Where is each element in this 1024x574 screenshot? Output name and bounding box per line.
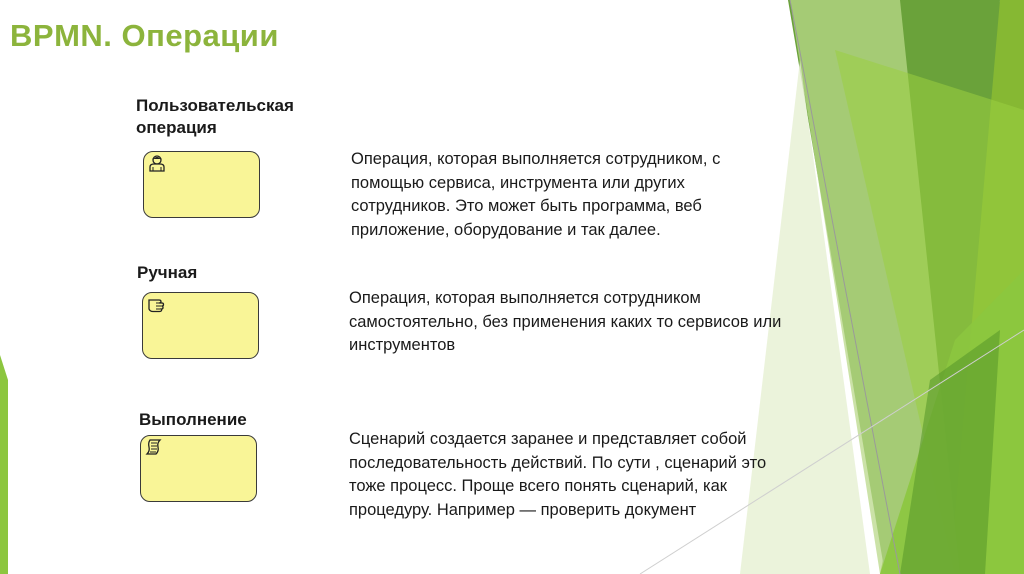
user-task-label: [136, 95, 294, 139]
manual-task-description: [349, 287, 781, 358]
script-task-label: [139, 409, 247, 431]
user-task-shape: [143, 151, 260, 218]
description-line: Операция, которая выполняется сотрудником: [349, 289, 701, 307]
description-line: самостоятельно, без применения каких то сервисов или: [349, 312, 782, 331]
deco-shape-left-edge: [0, 355, 8, 574]
script-task-label-line1: Выполнение: [139, 410, 247, 429]
script-task-shape: [140, 435, 257, 502]
description-line: помощью сервиса, инструмента или других: [351, 173, 685, 192]
description-line: приложение, оборудование и так далее.: [351, 220, 661, 239]
manual-task-label-line1: Ручная: [137, 263, 198, 282]
description-line: Сценарий создается заранее и представляет собой: [349, 430, 747, 448]
description-line: тоже процесс. Проще всего понять сценарий, как: [349, 477, 727, 495]
description-line: процедуру. Например — проверить документ: [349, 500, 697, 519]
user-task-label-line2: операция: [136, 118, 217, 137]
description-line: инструментов: [349, 336, 456, 354]
script-icon: [145, 438, 163, 456]
description-line: сотрудников. Это может быть программа, веб: [351, 197, 702, 215]
description-line: последовательность действий. По сути , сценарий это: [349, 453, 767, 472]
script-task-description: [349, 428, 766, 522]
hand-icon: [147, 295, 165, 313]
user-task-description: [351, 148, 720, 242]
user-task-label-line1: Пользовательская: [136, 96, 294, 115]
manual-task-shape: [142, 292, 259, 359]
manual-task-label: [137, 262, 197, 284]
user-icon: [148, 154, 166, 172]
slide-title: BPMN. Операции: [10, 18, 279, 53]
description-line: Операция, которая выполняется сотрудником, с: [351, 150, 721, 168]
